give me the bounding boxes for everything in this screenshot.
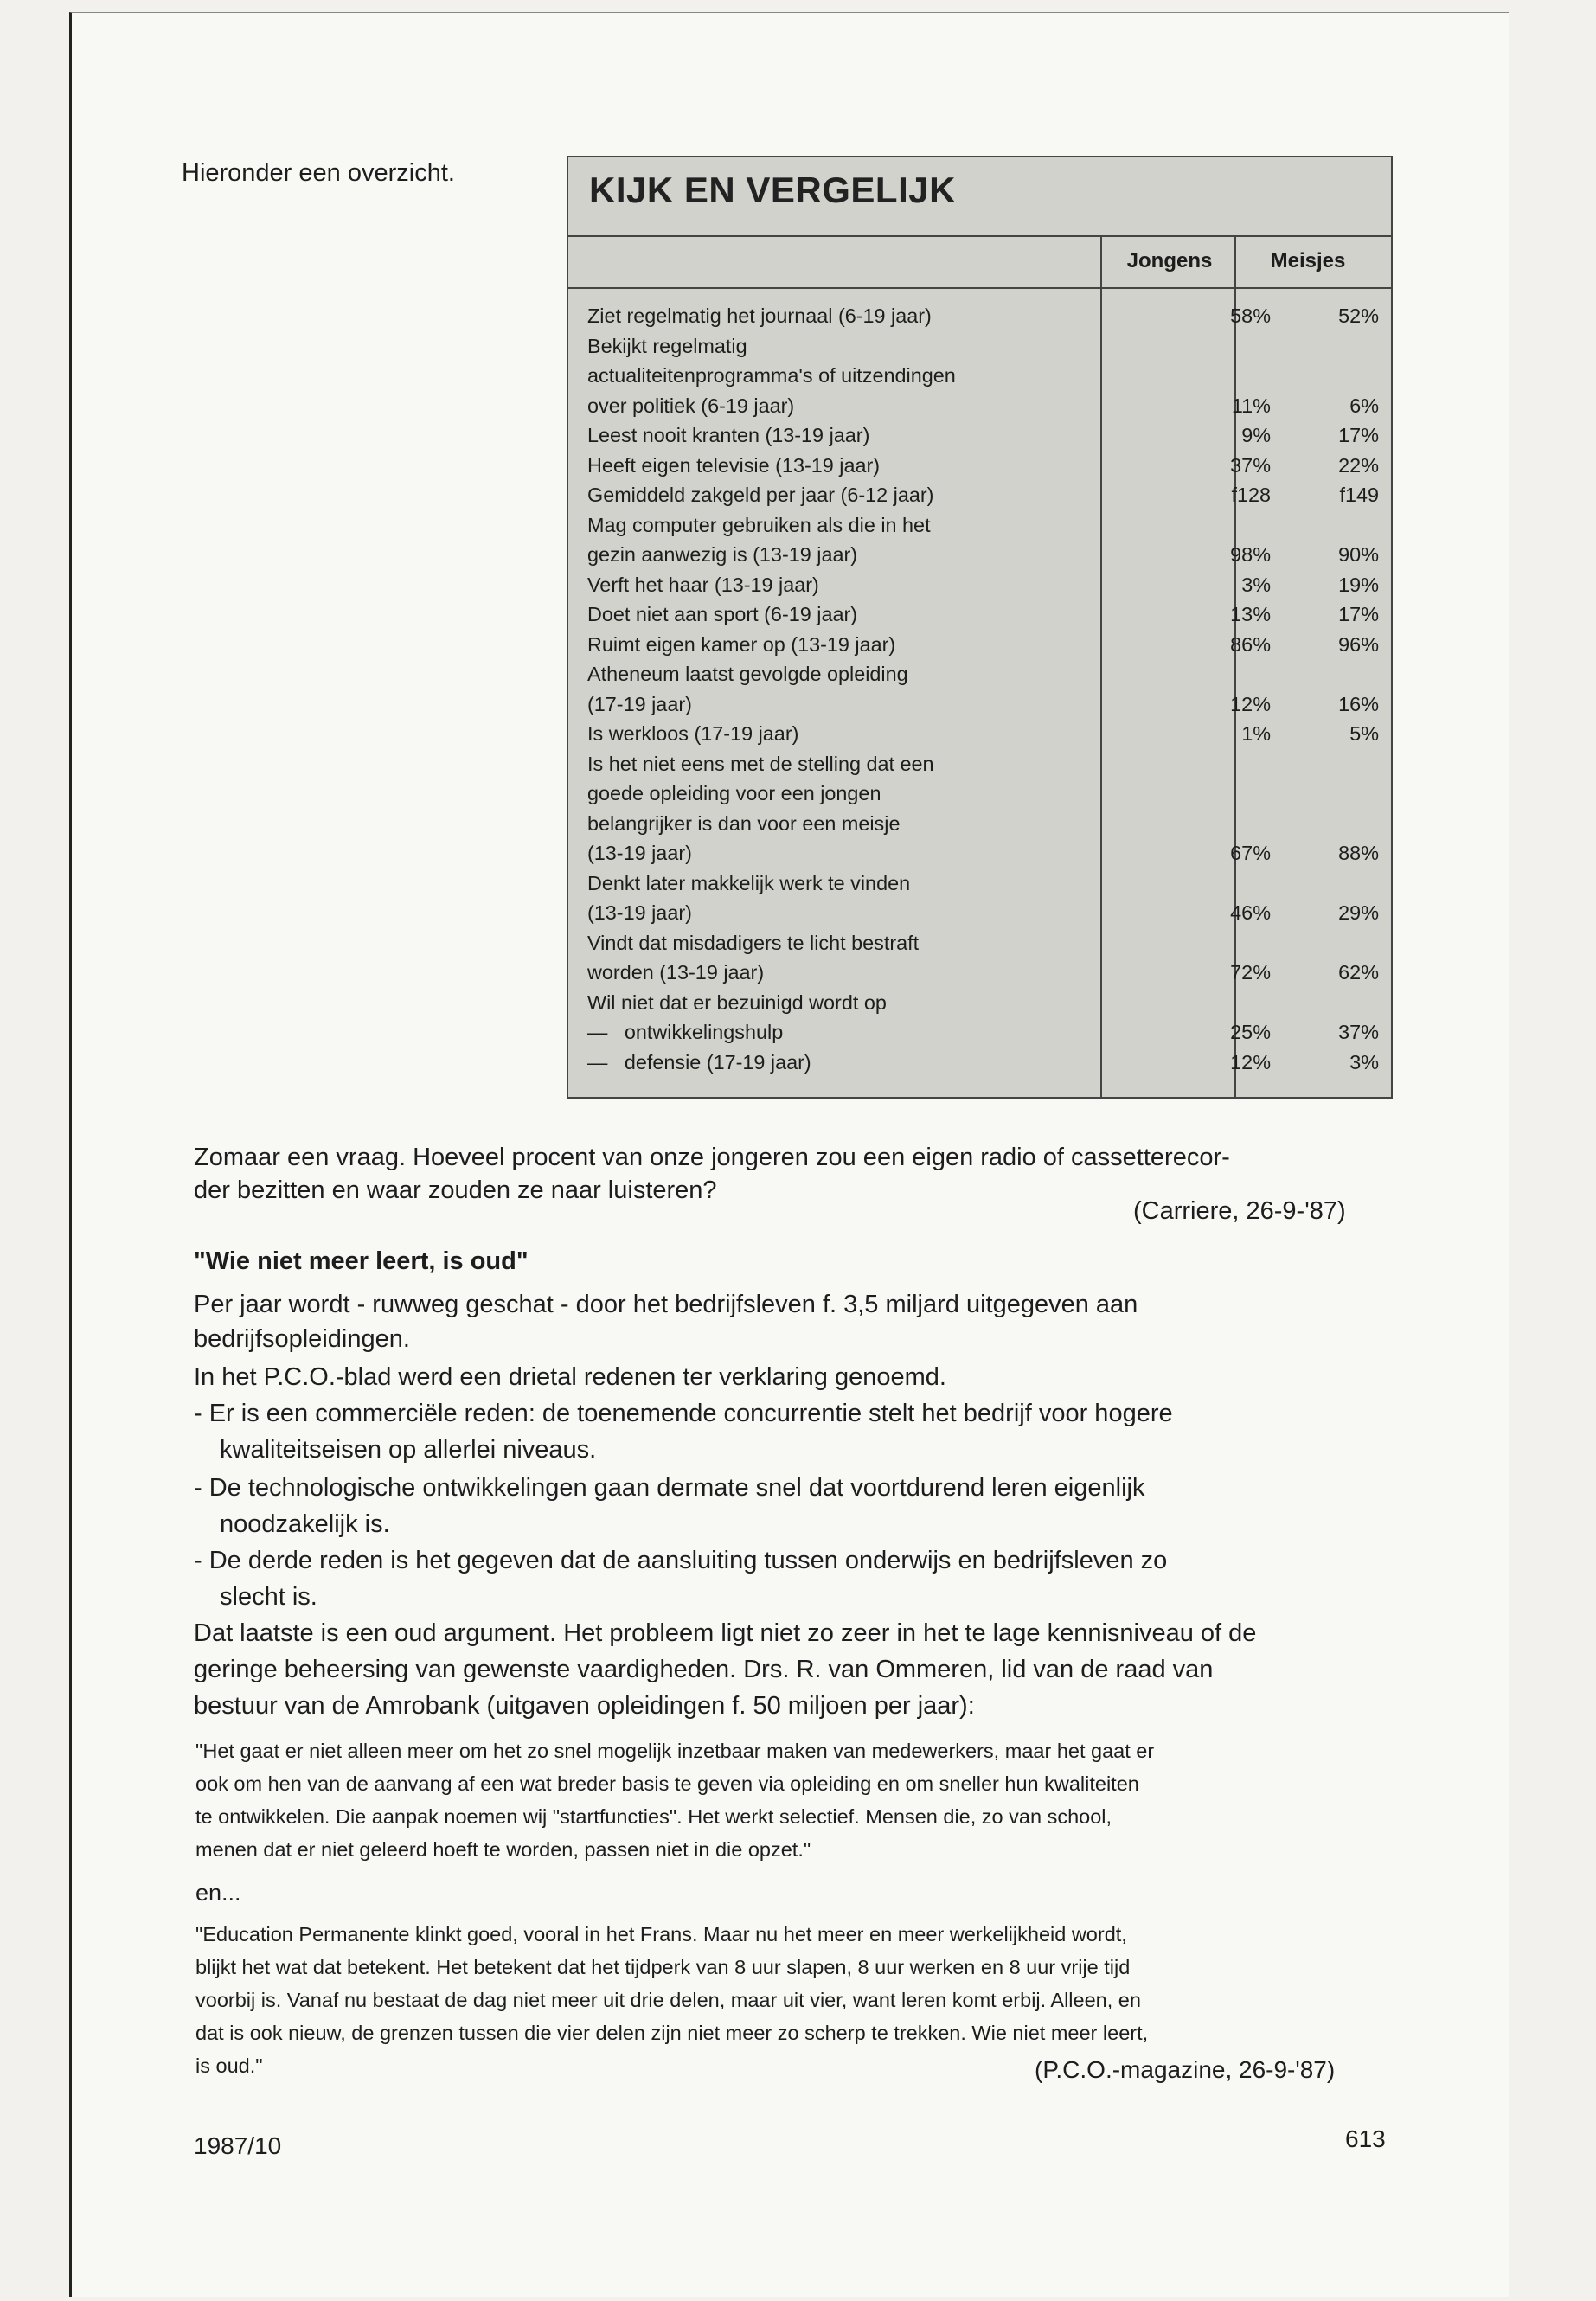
intro-text: Hieronder een overzicht.: [182, 159, 455, 187]
paragraph-line: Per jaar wordt - ruwweg geschat - door het bedrijfsleven f. 3,5 miljard uitgegeven aan: [194, 1291, 1138, 1318]
paragraph-line: bedrijfsopleidingen.: [194, 1325, 410, 1353]
table-row: [587, 1017, 1383, 1048]
row-label: actualiteitenprogramma's of uitzendingen: [587, 364, 956, 387]
table-rows: [587, 301, 1383, 1077]
bullet-line: slecht is.: [220, 1583, 317, 1611]
value-jongens: 3%: [1241, 573, 1271, 596]
row-label: worden (13-19 jaar): [587, 961, 765, 984]
row-label: — defensie (17-19 jaar): [587, 1050, 811, 1074]
row-label: Gemiddeld zakgeld per jaar (6-12 jaar): [587, 484, 934, 506]
value-jongens: 72%: [1230, 961, 1271, 984]
row-label: Leest nooit kranten (13-19 jaar): [587, 424, 870, 446]
bullet-line: - Er is een commerciële reden: de toenemende concurrentie stelt het bedrijf voor hogere: [194, 1400, 1173, 1427]
table-row: [587, 749, 1383, 779]
value-meisjes: 3%: [1349, 1050, 1379, 1074]
table-row: [587, 570, 1383, 600]
comparison-table: [567, 156, 1393, 1099]
table-row: [587, 510, 1383, 541]
value-jongens: 46%: [1230, 901, 1271, 924]
quote-line: voorbij is. Vanaf nu bestaat de dag niet meer uit drie delen, maar uit vier, want leren komt erbij. Alleen, en: [195, 1989, 1141, 2011]
value-meisjes: 37%: [1338, 1021, 1379, 1043]
quote-line: ook om hen van de aanvang af een wat breder basis te geven via opleiding en om sneller hun kwaliteiten: [195, 1772, 1139, 1795]
row-label: Is het niet eens met de stelling dat een: [587, 752, 934, 775]
section-heading: "Wie niet meer leert, is oud": [194, 1247, 529, 1275]
row-label: Vindt dat misdadigers te licht bestraft: [587, 931, 920, 954]
value-jongens: 1%: [1241, 722, 1271, 745]
value-jongens: 9%: [1241, 424, 1271, 446]
row-label: Atheneum laatst gevolgde opleiding: [587, 663, 908, 685]
value-meisjes: 5%: [1349, 722, 1379, 745]
row-label: Ziet regelmatig het journaal (6-19 jaar): [587, 304, 932, 327]
row-label: over politiek (6-19 jaar): [587, 394, 795, 417]
table-row: [587, 540, 1383, 570]
bullet-line: noodzakelijk is.: [220, 1510, 390, 1538]
value-jongens: 12%: [1230, 1050, 1271, 1074]
table-divider: [568, 235, 1391, 237]
row-label: Verft het haar (13-19 jaar): [587, 573, 819, 596]
table-row: [587, 630, 1383, 660]
row-label: goede opleiding voor een jongen: [587, 782, 881, 804]
table-row: [587, 809, 1383, 839]
value-meisjes: 6%: [1349, 394, 1379, 417]
table-row: [587, 301, 1383, 331]
table-row: [587, 451, 1383, 481]
table-row: [587, 779, 1383, 809]
value-jongens: f128: [1231, 484, 1271, 506]
value-meisjes: 88%: [1338, 842, 1379, 864]
bullet-line: - De derde reden is het gegeven dat de aansluiting tussen onderwijs en bedrijfsleven zo: [194, 1547, 1168, 1574]
row-label: gezin aanwezig is (13-19 jaar): [587, 543, 858, 566]
paragraph-line: Dat laatste is een oud argument. Het probleem ligt niet zo zeer in het te lage kennisniveau of de: [194, 1619, 1257, 1647]
paragraph-line: geringe beheersing van gewenste vaardigheden. Drs. R. van Ommeren, lid van de raad van: [194, 1656, 1214, 1683]
paragraph-line: bestuur van de Amrobank (uitgaven opleidingen f. 50 miljoen per jaar):: [194, 1692, 975, 1720]
quote-line: dat is ook nieuw, de grenzen tussen die vier delen zijn niet meer zo scherp te trekken. Wie niet meer leert,: [195, 2022, 1149, 2044]
value-meisjes: 19%: [1338, 573, 1379, 596]
value-jongens: 58%: [1230, 304, 1271, 327]
row-label: Ruimt eigen kamer op (13-19 jaar): [587, 632, 896, 656]
table-row: [587, 1048, 1383, 1078]
footer-issue: 1987/10: [194, 2132, 282, 2159]
table-row: [587, 868, 1383, 899]
row-label: Wil niet dat er bezuinigd wordt op: [587, 990, 887, 1014]
table-row: [587, 958, 1383, 988]
table-row: [587, 689, 1383, 720]
table-row: [587, 988, 1383, 1018]
table-row: [587, 719, 1383, 749]
value-jongens: 98%: [1230, 543, 1271, 566]
table-row: [587, 898, 1383, 928]
bullet-line: kwaliteitseisen op allerlei niveaus.: [220, 1436, 597, 1464]
table-row: [587, 391, 1383, 421]
value-jongens: 12%: [1230, 692, 1271, 715]
table-row: [587, 659, 1383, 689]
table-row: [587, 928, 1383, 958]
value-meisjes: 62%: [1338, 961, 1379, 984]
row-label: belangrijker is dan voor een meisje: [587, 811, 901, 835]
quote-line: "Education Permanente klinkt goed, vooral in het Frans. Maar nu het meer en meer werkelijkheid wordt,: [195, 1923, 1127, 1945]
value-meisjes: 29%: [1338, 901, 1379, 924]
table-row: [587, 599, 1383, 630]
question-line: Zomaar een vraag. Hoeveel procent van onze jongeren zou een eigen radio of cassetterecor-: [194, 1144, 1230, 1171]
row-label: Is werkloos (17-19 jaar): [587, 722, 799, 745]
table-title: KIJK EN VERGELIJK: [589, 170, 956, 210]
bullet-line: - De technologische ontwikkelingen gaan dermate snel dat voortdurend leren eigenlijk: [194, 1474, 1145, 1502]
value-meisjes: 96%: [1338, 632, 1379, 656]
connector-text: en...: [195, 1880, 241, 1906]
value-meisjes: 16%: [1338, 692, 1379, 715]
row-label: (13-19 jaar): [587, 901, 692, 924]
quote-line: blijkt het wat dat betekent. Het betekent dat het tijdperk van 8 uur slapen, 8 uur werken en 8 uur vrije tijd: [195, 1956, 1131, 1978]
row-label: Bekijkt regelmatig: [587, 334, 747, 357]
quote-line: is oud.": [195, 2054, 263, 2077]
question-line: der bezitten en waar zouden ze naar luisteren?: [194, 1176, 717, 1204]
value-meisjes: 17%: [1338, 424, 1379, 446]
value-jongens: 13%: [1230, 603, 1271, 625]
value-jongens: 11%: [1231, 394, 1271, 417]
table-row: [587, 838, 1383, 868]
table-row: [587, 361, 1383, 391]
quote-line: "Het gaat er niet alleen meer om het zo snel mogelijk inzetbaar maken van medewerkers, maar het gaat er: [195, 1740, 1155, 1762]
row-label: — ontwikkelingshulp: [587, 1021, 784, 1043]
row-label: Doet niet aan sport (6-19 jaar): [587, 603, 858, 625]
value-jongens: 37%: [1230, 453, 1271, 477]
value-meisjes: f149: [1339, 484, 1379, 506]
value-meisjes: 90%: [1338, 543, 1379, 566]
value-meisjes: 52%: [1338, 304, 1379, 327]
value-jongens: 67%: [1230, 842, 1271, 864]
quote-line: te ontwikkelen. Die aanpak noemen wij "startfuncties". Het werkt selectief. Mensen die, zo van school,: [195, 1805, 1112, 1828]
row-label: Heeft eigen televisie (13-19 jaar): [587, 453, 881, 477]
table-row: [587, 420, 1383, 451]
column-header-meisjes: Meisjes: [1270, 249, 1346, 272]
column-header-jongens: Jongens: [1126, 249, 1213, 272]
page-number: 613: [1345, 2125, 1386, 2152]
table-row: [587, 331, 1383, 362]
row-label: Mag computer gebruiken als die in het: [587, 513, 931, 536]
value-meisjes: 22%: [1338, 453, 1379, 477]
table-header-divider: [568, 287, 1391, 289]
quote-line: menen dat er niet geleerd hoeft te worden, passen niet in die opzet.": [195, 1838, 811, 1861]
value-jongens: 86%: [1230, 632, 1271, 656]
row-label: Denkt later makkelijk werk te vinden: [587, 871, 911, 894]
value-jongens: 25%: [1230, 1021, 1271, 1043]
table-row: [587, 480, 1383, 510]
row-label: (13-19 jaar): [587, 842, 692, 864]
question-source: (Carriere, 26-9-'87): [1133, 1197, 1346, 1225]
value-meisjes: 17%: [1338, 603, 1379, 625]
paragraph-line: In het P.C.O.-blad werd een drietal redenen ter verklaring genoemd.: [194, 1363, 946, 1391]
quote-source: (P.C.O.-magazine, 26-9-'87): [1035, 2056, 1336, 2083]
row-label: (17-19 jaar): [587, 692, 692, 715]
